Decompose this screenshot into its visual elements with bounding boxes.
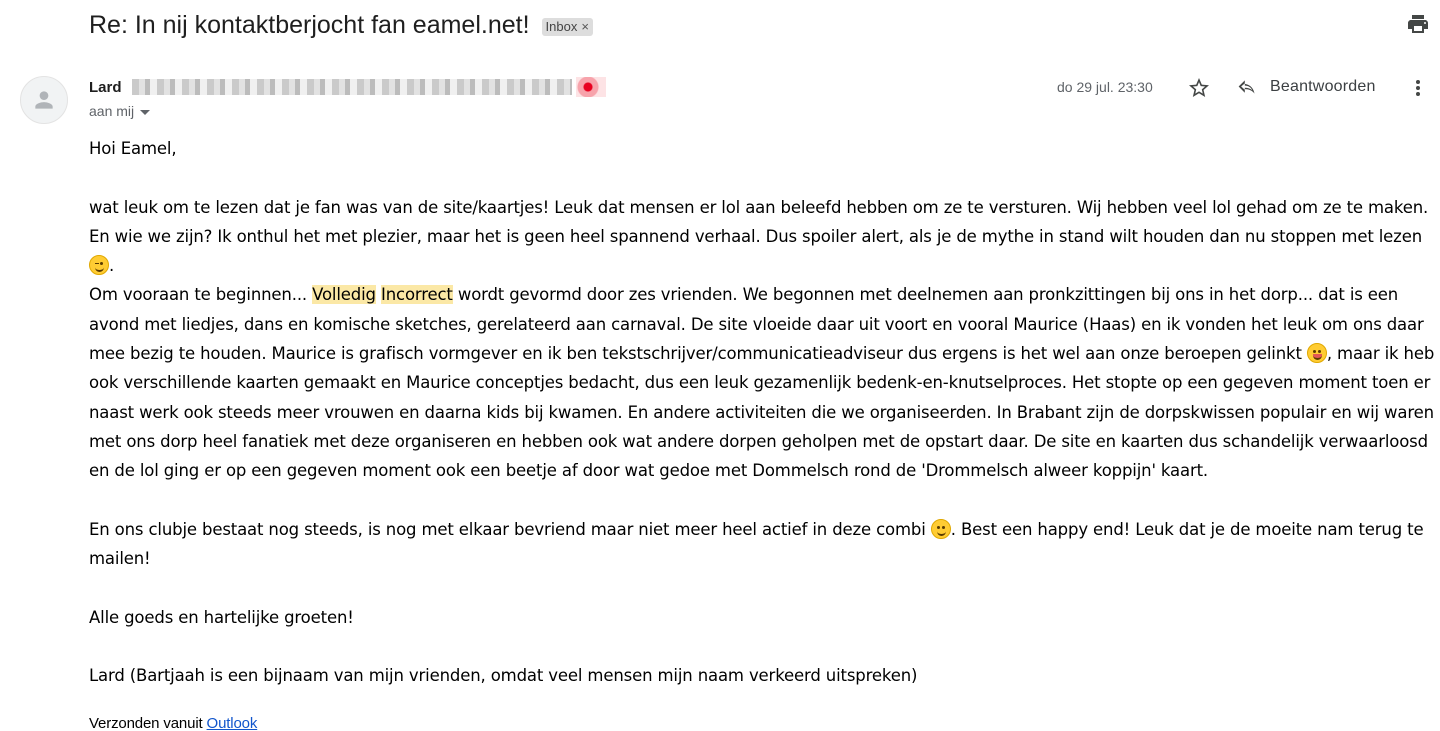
highlight-volledig: Volledig (312, 285, 376, 305)
label-chip-text: Inbox (545, 18, 578, 34)
recipient-details-toggle[interactable] (89, 103, 150, 119)
p2-text-a: En ons clubje bestaat nog steeds, is nog met elkaar bevriend maar niet meer heel actief in deze combi (89, 519, 931, 539)
chevron-down-icon (140, 110, 150, 115)
sender-name[interactable]: Lard (89, 78, 122, 96)
body-paragraph-1 (89, 193, 1435, 486)
email-body (89, 134, 1435, 731)
reply-button[interactable] (1236, 76, 1376, 98)
subject-row (89, 8, 593, 42)
sent-from-text: Verzonden vanuit (89, 714, 207, 731)
person-icon (31, 87, 57, 113)
p1-text-a: wat leuk om te lezen dat je fan was van de site/kaartjes! Leuk dat mensen er lol aan beleefd hebben om ze te versturen. Wij hebben veel lol gehad om ze te maken. En wie we zijn? Ik onthul het met plezier, maar het is geen heel spannend verhaal. Dus spoiler alert, als je de mythe in stand wilt houden dan nu stoppen met lezen (89, 197, 1429, 246)
highlight-incorrect: Incorrect (381, 285, 453, 305)
smiley-emoji-icon (931, 519, 951, 539)
p1-text-c: Om vooraan te beginnen... (89, 285, 313, 305)
closing: Alle goeds en hartelijke groeten! (89, 607, 354, 627)
reply-label: Beantwoorden (1270, 78, 1376, 95)
inbox-label-chip[interactable] (542, 18, 593, 36)
p1-text-d: wordt gevormd door zes vrienden. We begonnen met deelnemen aan pronkzittingen bij ons in het dorp... dat is een avond met liedjes, dans en komische sketches, gerelateerd aan carnaval. De site vloeide daar uit voort en vooral Maurice (Haas) en ik vonden het leuk om ons daar mee bezig te houden. Maurice is grafisch vormgever en ik ben tekstschrijver/communicatieadviseur dus ergens is het wel aan onze beroepen gelinkt (89, 285, 1424, 364)
recipient-label: aan mij (89, 103, 135, 119)
p1-text-b: . (109, 256, 115, 276)
redacted-sender-email (132, 79, 572, 95)
email-date: do 29 jul. 23:30 (1057, 79, 1153, 95)
sender-avatar[interactable] (20, 76, 68, 124)
signature: Lard (Bartjaah is een bijnaam van mijn vrienden, omdat veel mensen mijn naam verkeerd uitspreken) (89, 666, 918, 686)
remove-label-icon[interactable]: × (581, 18, 589, 34)
outlook-link[interactable]: Outlook (206, 714, 258, 731)
body-paragraph-2 (89, 515, 1435, 574)
p1-text-e: , maar ik heb ook verschillende kaarten gemaakt en Maurice conceptjes bedacht, dus een leuk gezamenlijk bedenk-en-knutselproces. Het stopte op een gegeven moment toen er naast werk ook steeds meer vrouwen en daarna kids bij kwamen. En andere activiteiten die we organiseerden. In Brabant zijn de dorpskwissen populair en wij waren met ons dorp heel fanatiek met deze organiseren en hebben ook wat andere dorpen geholpen met de opstart daar. De site en kaarten dus schandelijk verwaarloosd en de lol ging er op een gegeven moment ook een beetje af door wat gedoe met Dommelsch rond de 'Drommelsch alweer koppijn' kaart. (89, 344, 1435, 481)
print-icon[interactable] (1406, 12, 1430, 36)
more-vert-icon[interactable] (1408, 76, 1428, 100)
email-subject: Re: In nij kontaktberjocht fan eamel.net! (89, 11, 530, 39)
sent-from (89, 714, 1435, 731)
star-icon[interactable] (1187, 76, 1211, 100)
greeting: Hoi Eamel, (89, 139, 177, 158)
sender-line (89, 77, 606, 97)
reply-icon (1236, 76, 1258, 98)
tongue-face-emoji-icon (1307, 343, 1327, 363)
winking-face-emoji-icon (89, 255, 109, 275)
redacted-mark (576, 77, 606, 97)
p2-text-b: . Best een happy end! Leuk dat je de moeite nam terug te mailen! (89, 519, 1424, 569)
